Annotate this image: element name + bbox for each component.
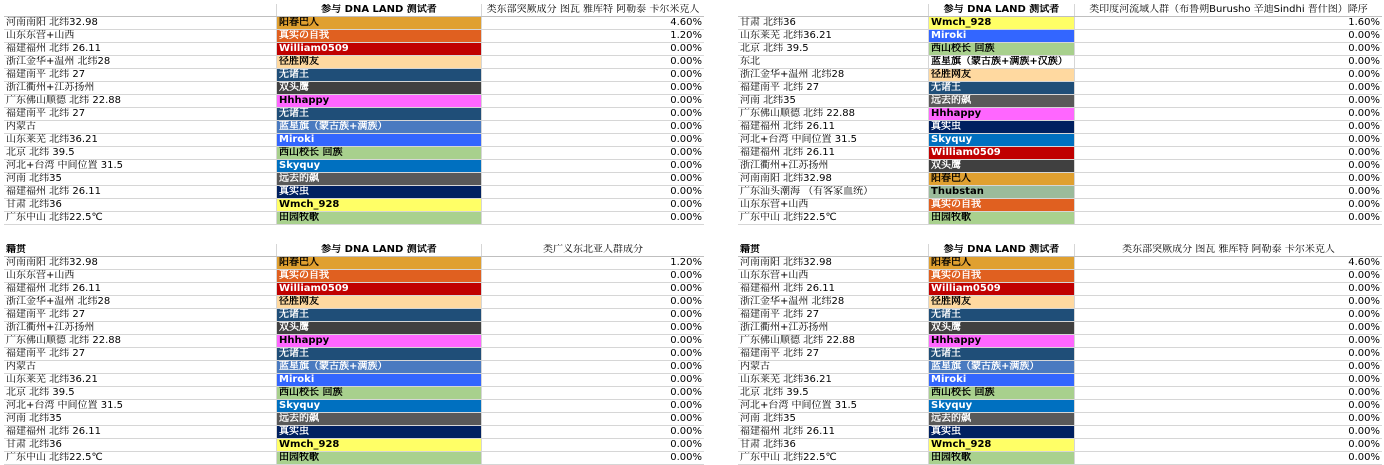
origin-cell[interactable]: 山东莱芜 北纬36.21 — [738, 30, 929, 42]
tester-cell[interactable]: Hhhappy — [929, 108, 1075, 120]
origin-cell[interactable]: 河北+台湾 中间位置 31.5 — [4, 160, 277, 172]
table-row — [4, 335, 704, 348]
origin-cell[interactable]: 内蒙古 — [4, 121, 277, 133]
tester-cell[interactable]: 阳春巴人 — [277, 17, 482, 29]
value-cell[interactable]: 0.00% — [1348, 283, 1380, 294]
origin-cell[interactable]: 福建南平 北纬 27 — [4, 348, 277, 360]
tester-cell[interactable]: 双头鹰 — [277, 82, 482, 94]
table-row — [4, 309, 704, 322]
tester-cell[interactable]: 无诸王 — [277, 309, 482, 321]
table-row — [738, 283, 1382, 296]
origin-cell[interactable]: 福建南平 北纬 27 — [4, 69, 277, 81]
header-cell-c2[interactable]: 参与 DNA LAND 测试者 — [929, 244, 1075, 256]
value-cell[interactable]: 0.00% — [1348, 426, 1380, 437]
table-panel-top-left — [4, 4, 704, 225]
table-row — [738, 387, 1382, 400]
origin-cell[interactable]: 福建福州 北纬 26.11 — [4, 426, 277, 438]
value-cell[interactable]: 0.00% — [670, 212, 702, 223]
value-cell[interactable]: 0.00% — [670, 134, 702, 145]
value-cell[interactable]: 0.00% — [1348, 335, 1380, 346]
tester-cell[interactable]: 阳春巴人 — [929, 173, 1075, 185]
tester-cell[interactable]: 远去的飙 — [277, 173, 482, 185]
table-row — [4, 147, 704, 160]
value-cell[interactable]: 0.00% — [670, 121, 702, 132]
value-cell[interactable]: 0.00% — [1348, 348, 1380, 359]
origin-cell[interactable]: 内蒙古 — [4, 361, 277, 373]
value-cell[interactable]: 0.00% — [1348, 309, 1380, 320]
header-row — [738, 244, 1382, 257]
table-panel-top-right — [738, 4, 1382, 225]
origin-cell[interactable]: 河南南阳 北纬32.98 — [4, 17, 277, 29]
table-row — [4, 199, 704, 212]
tester-cell[interactable]: Miroki — [929, 374, 1075, 386]
header-cell-c3[interactable]: 类广义东北亚人群成分 — [543, 244, 643, 255]
tester-cell[interactable]: 径胜网友 — [929, 69, 1075, 81]
tester-cell[interactable]: 西山校长 回族 — [277, 147, 482, 159]
header-cell-c3[interactable]: 类东部突厥成分 图瓦 雅库特 阿勒泰 卡尔米克人 — [1122, 244, 1335, 255]
value-cell[interactable]: 0.00% — [670, 108, 702, 119]
table-row — [738, 82, 1382, 95]
table-row — [4, 69, 704, 82]
origin-cell[interactable]: 广东佛山顺德 北纬 22.88 — [4, 335, 277, 347]
value-cell[interactable]: 0.00% — [670, 335, 702, 346]
value-cell[interactable]: 0.00% — [1348, 199, 1380, 210]
origin-cell[interactable]: 河北+台湾 中间位置 31.5 — [738, 400, 929, 412]
value-cell[interactable]: 1.20% — [670, 257, 702, 268]
origin-cell[interactable]: 甘肃 北纬36 — [738, 17, 929, 29]
table-row — [738, 322, 1382, 335]
table-row — [4, 56, 704, 69]
value-cell[interactable]: 0.00% — [670, 439, 702, 450]
table-row — [4, 387, 704, 400]
value-cell[interactable]: 0.00% — [670, 374, 702, 385]
table-row — [4, 108, 704, 121]
table-row — [738, 56, 1382, 69]
origin-cell[interactable]: 河南 北纬35 — [738, 413, 929, 425]
tester-cell[interactable]: 真实の自我 — [929, 199, 1075, 211]
tester-cell[interactable]: William0509 — [929, 147, 1075, 159]
tester-cell[interactable]: 真实虫 — [929, 121, 1075, 133]
value-cell[interactable]: 0.00% — [1348, 452, 1380, 463]
origin-cell[interactable]: 河北+台湾 中间位置 31.5 — [4, 400, 277, 412]
table-row — [738, 30, 1382, 43]
table-row — [4, 160, 704, 173]
origin-cell[interactable]: 东北 — [738, 56, 929, 68]
origin-cell[interactable]: 北京 北纬 39.5 — [4, 387, 277, 399]
tester-cell[interactable]: 无诸王 — [277, 348, 482, 360]
tester-cell[interactable]: 双头鹰 — [929, 322, 1075, 334]
header-cell-c2[interactable]: 参与 DNA LAND 测试者 — [277, 4, 482, 16]
table-row — [738, 69, 1382, 82]
value-cell[interactable]: 0.00% — [670, 186, 702, 197]
value-cell[interactable]: 1.60% — [1348, 17, 1380, 28]
value-cell[interactable]: 0.00% — [1348, 43, 1380, 54]
origin-cell[interactable]: 福建南平 北纬 27 — [4, 309, 277, 321]
tester-cell[interactable]: 西山校长 回族 — [929, 43, 1075, 55]
value-cell[interactable]: 0.00% — [1348, 212, 1380, 223]
table-row — [738, 108, 1382, 121]
table-row — [4, 186, 704, 199]
value-cell[interactable]: 0.00% — [670, 413, 702, 424]
tester-cell[interactable]: Hhhappy — [929, 335, 1075, 347]
table-row — [738, 348, 1382, 361]
tester-cell[interactable]: 无诸王 — [929, 309, 1075, 321]
origin-cell[interactable]: 福建福州 北纬 26.11 — [738, 426, 929, 438]
value-cell[interactable]: 0.00% — [670, 147, 702, 158]
tester-cell[interactable]: Miroki — [929, 30, 1075, 42]
table-row — [4, 400, 704, 413]
value-cell[interactable]: 0.00% — [670, 173, 702, 184]
table-row — [4, 348, 704, 361]
tester-cell[interactable]: 田园牧歌 — [277, 452, 482, 464]
origin-cell[interactable]: 浙江衢州+江苏扬州 — [738, 322, 929, 334]
tester-cell[interactable]: William0509 — [929, 283, 1075, 295]
origin-cell[interactable]: 福建福州 北纬 26.11 — [4, 43, 277, 55]
table-row — [4, 413, 704, 426]
table-row — [738, 160, 1382, 173]
value-cell[interactable]: 1.20% — [670, 30, 702, 41]
origin-cell[interactable]: 福建南平 北纬 27 — [738, 348, 929, 360]
table-row — [4, 452, 704, 465]
origin-cell[interactable]: 广东中山 北纬22.5℃ — [4, 212, 277, 224]
origin-cell[interactable]: 北京 北纬 39.5 — [738, 43, 929, 55]
table-row — [738, 400, 1382, 413]
table-row — [738, 361, 1382, 374]
tester-cell[interactable]: 无诸王 — [929, 348, 1075, 360]
header-row — [4, 244, 704, 257]
value-cell[interactable]: 0.00% — [670, 270, 702, 281]
table-row — [4, 322, 704, 335]
table-row — [738, 257, 1382, 270]
origin-cell[interactable]: 河北+台湾 中间位置 31.5 — [738, 134, 929, 146]
header-cell-c1[interactable] — [738, 4, 929, 16]
value-cell[interactable]: 0.00% — [1348, 361, 1380, 372]
origin-cell[interactable]: 浙江金华+温州 北纬28 — [738, 296, 929, 308]
table-row — [4, 257, 704, 270]
value-cell[interactable]: 0.00% — [1348, 400, 1380, 411]
tester-cell[interactable]: 双头鹰 — [929, 160, 1075, 172]
tester-cell[interactable]: 双头鹰 — [277, 322, 482, 334]
tester-cell[interactable]: 无诸王 — [277, 108, 482, 120]
tester-cell[interactable]: 远去的飙 — [277, 413, 482, 425]
tester-cell[interactable]: 径胜网友 — [277, 296, 482, 308]
tester-cell[interactable]: Wmch_928 — [929, 17, 1075, 29]
value-cell[interactable]: 0.00% — [1348, 108, 1380, 119]
tester-cell[interactable]: Skyquy — [277, 160, 482, 172]
origin-cell[interactable]: 河南南阳 北纬32.98 — [738, 173, 929, 185]
value-cell[interactable]: 4.60% — [1348, 257, 1380, 268]
origin-cell[interactable]: 福建福州 北纬 26.11 — [738, 283, 929, 295]
value-cell[interactable]: 0.00% — [1348, 30, 1380, 41]
origin-cell[interactable]: 内蒙古 — [738, 361, 929, 373]
origin-cell[interactable]: 山东莱芜 北纬36.21 — [4, 134, 277, 146]
header-cell-c3[interactable]: 类东部突厥成分 图瓦 雅库特 阿勒泰 卡尔米克人 — [486, 4, 700, 15]
value-cell[interactable]: 0.00% — [670, 56, 702, 67]
origin-cell[interactable]: 浙江金华+温州 北纬28 — [738, 69, 929, 81]
table-row — [4, 374, 704, 387]
value-cell[interactable]: 0.00% — [1348, 296, 1380, 307]
table-row — [4, 43, 704, 56]
header-cell-c2[interactable]: 参与 DNA LAND 测试者 — [277, 244, 482, 256]
header-cell-c1[interactable] — [4, 4, 277, 16]
value-cell[interactable]: 0.00% — [670, 283, 702, 294]
value-cell[interactable]: 0.00% — [1348, 374, 1380, 385]
tester-cell[interactable]: 真实虫 — [929, 426, 1075, 438]
origin-cell[interactable]: 山东东营+山西 — [738, 199, 929, 211]
value-cell[interactable]: 0.00% — [1348, 82, 1380, 93]
value-cell[interactable]: 0.00% — [1348, 270, 1380, 281]
table-row — [738, 335, 1382, 348]
header-row — [738, 4, 1382, 17]
table-row — [738, 439, 1382, 452]
table-row — [4, 361, 704, 374]
tester-cell[interactable]: Miroki — [277, 374, 482, 386]
table-row — [738, 43, 1382, 56]
header-cell-c1[interactable]: 籍贯 — [738, 244, 929, 256]
origin-cell[interactable]: 福建福州 北纬 26.11 — [4, 186, 277, 198]
tester-cell[interactable]: William0509 — [277, 283, 482, 295]
value-cell[interactable]: 0.00% — [670, 387, 702, 398]
tester-cell[interactable]: 蓝星旗（蒙古族+满族） — [277, 361, 482, 373]
value-cell[interactable]: 0.00% — [1348, 69, 1380, 80]
table-row — [4, 283, 704, 296]
table-row — [4, 95, 704, 108]
value-cell[interactable]: 0.00% — [1348, 439, 1380, 450]
tester-cell[interactable]: Skyquy — [929, 400, 1075, 412]
table-row — [4, 439, 704, 452]
value-cell[interactable]: 0.00% — [670, 160, 702, 171]
tester-cell[interactable]: 真实虫 — [277, 186, 482, 198]
origin-cell[interactable]: 甘肃 北纬36 — [4, 439, 277, 451]
table-row — [738, 134, 1382, 147]
origin-cell[interactable]: 北京 北纬 39.5 — [738, 387, 929, 399]
tester-cell[interactable]: 无诸王 — [929, 82, 1075, 94]
value-cell[interactable]: 0.00% — [670, 322, 702, 333]
origin-cell[interactable]: 浙江衢州+江苏扬州 — [738, 160, 929, 172]
table-row — [4, 212, 704, 225]
table-row — [738, 121, 1382, 134]
origin-cell[interactable]: 福建福州 北纬 26.11 — [4, 283, 277, 295]
table-row — [738, 147, 1382, 160]
origin-cell[interactable]: 山东莱芜 北纬36.21 — [4, 374, 277, 386]
value-cell[interactable]: 4.60% — [670, 17, 702, 28]
table-row — [738, 199, 1382, 212]
tester-cell[interactable]: Hhhappy — [277, 335, 482, 347]
tester-cell[interactable]: 西山校长 回族 — [277, 387, 482, 399]
origin-cell[interactable]: 广东汕头潮海 （有客家血统） — [738, 186, 929, 198]
origin-cell[interactable]: 河南南阳 北纬32.98 — [4, 257, 277, 269]
tester-cell[interactable]: 远去的飙 — [929, 95, 1075, 107]
value-cell[interactable]: 0.00% — [670, 43, 702, 54]
value-cell[interactable]: 0.00% — [1348, 160, 1380, 171]
origin-cell[interactable]: 广东中山 北纬22.5℃ — [738, 212, 929, 224]
tester-cell[interactable]: 田园牧歌 — [929, 212, 1075, 224]
table-panel-bottom-left — [4, 244, 704, 465]
tester-cell[interactable]: 蓝星旗（蒙古族+满族） — [929, 361, 1075, 373]
header-cell-c3[interactable]: 类印度河流域人群（布鲁朔Burusho 辛迪Sindhi 普什图）降序 — [1089, 4, 1368, 15]
table-row — [738, 95, 1382, 108]
value-cell[interactable]: 0.00% — [670, 452, 702, 463]
value-cell[interactable]: 0.00% — [670, 95, 702, 106]
origin-cell[interactable]: 福建南平 北纬 27 — [738, 82, 929, 94]
origin-cell[interactable]: 甘肃 北纬36 — [738, 439, 929, 451]
value-cell[interactable]: 0.00% — [1348, 322, 1380, 333]
table-row — [738, 309, 1382, 322]
table-row — [738, 270, 1382, 283]
tester-cell[interactable]: 远去的飙 — [929, 413, 1075, 425]
tester-cell[interactable]: 蓝星旗（蒙古族+满族） — [277, 121, 482, 133]
tester-cell[interactable]: 蓝星旗（蒙古族+满族+汉族） — [929, 56, 1075, 68]
origin-cell[interactable]: 广东中山 北纬22.5℃ — [738, 452, 929, 464]
table-row — [4, 121, 704, 134]
header-cell-c1[interactable]: 籍贯 — [4, 244, 277, 256]
tester-cell[interactable]: 径胜网友 — [277, 56, 482, 68]
tester-cell[interactable]: Thubstan — [929, 186, 1075, 198]
table-row — [4, 270, 704, 283]
origin-cell[interactable]: 广东佛山顺德 北纬 22.88 — [4, 95, 277, 107]
table-row — [4, 173, 704, 186]
origin-cell[interactable]: 福建福州 北纬 26.11 — [738, 121, 929, 133]
table-row — [738, 426, 1382, 439]
origin-cell[interactable]: 福建南平 北纬 27 — [4, 108, 277, 120]
origin-cell[interactable]: 浙江衢州+江苏扬州 — [4, 82, 277, 94]
tester-cell[interactable]: 田园牧歌 — [277, 212, 482, 224]
value-cell[interactable]: 0.00% — [670, 296, 702, 307]
origin-cell[interactable]: 山东莱芜 北纬36.21 — [738, 374, 929, 386]
tester-cell[interactable]: 真实の自我 — [929, 270, 1075, 282]
table-row — [4, 296, 704, 309]
table-row — [738, 173, 1382, 186]
tester-cell[interactable]: Wmch_928 — [929, 439, 1075, 451]
value-cell[interactable]: 0.00% — [1348, 134, 1380, 145]
origin-cell[interactable]: 福建福州 北纬 26.11 — [738, 147, 929, 159]
origin-cell[interactable]: 浙江衢州+江苏扬州 — [4, 322, 277, 334]
header-cell-c2[interactable]: 参与 DNA LAND 测试者 — [929, 4, 1075, 16]
table-row — [4, 134, 704, 147]
table-row — [738, 212, 1382, 225]
value-cell[interactable]: 0.00% — [670, 82, 702, 93]
origin-cell[interactable]: 北京 北纬 39.5 — [4, 147, 277, 159]
table-row — [738, 17, 1382, 30]
tester-cell[interactable]: Hhhappy — [277, 95, 482, 107]
origin-cell[interactable]: 河南 北纬35 — [4, 173, 277, 185]
origin-cell[interactable]: 山东东营+山西 — [4, 270, 277, 282]
tester-cell[interactable]: 真实の自我 — [277, 270, 482, 282]
origin-cell[interactable]: 广东中山 北纬22.5℃ — [4, 452, 277, 464]
tester-cell[interactable]: William0509 — [277, 43, 482, 55]
value-cell[interactable]: 0.00% — [670, 348, 702, 359]
tester-cell[interactable]: 真实の自我 — [277, 30, 482, 42]
value-cell[interactable]: 0.00% — [1348, 56, 1380, 67]
tester-cell[interactable]: 西山校长 回族 — [929, 387, 1075, 399]
tester-cell[interactable]: 无诸王 — [277, 69, 482, 81]
value-cell[interactable]: 0.00% — [670, 199, 702, 210]
tester-cell[interactable]: 真实虫 — [277, 426, 482, 438]
tester-cell[interactable]: 田园牧歌 — [929, 452, 1075, 464]
value-cell[interactable]: 0.00% — [1348, 387, 1380, 398]
value-cell[interactable]: 0.00% — [1348, 121, 1380, 132]
value-cell[interactable]: 0.00% — [1348, 413, 1380, 424]
origin-cell[interactable]: 福建南平 北纬 27 — [738, 309, 929, 321]
table-row — [738, 186, 1382, 199]
table-panel-bottom-right — [738, 244, 1382, 465]
origin-cell[interactable]: 浙江金华+温州 北纬28 — [4, 56, 277, 68]
table-row — [4, 426, 704, 439]
table-row — [4, 82, 704, 95]
value-cell[interactable]: 0.00% — [1348, 147, 1380, 158]
tester-cell[interactable]: 阳春巴人 — [929, 257, 1075, 269]
value-cell[interactable]: 0.00% — [670, 69, 702, 80]
value-cell[interactable]: 0.00% — [670, 400, 702, 411]
tester-cell[interactable]: Skyquy — [277, 400, 482, 412]
origin-cell[interactable]: 浙江金华+温州 北纬28 — [4, 296, 277, 308]
origin-cell[interactable]: 广东佛山顺德 北纬 22.88 — [738, 335, 929, 347]
table-row — [738, 374, 1382, 387]
table-row — [738, 452, 1382, 465]
origin-cell[interactable]: 甘肃 北纬36 — [4, 199, 277, 211]
origin-cell[interactable]: 广东佛山顺德 北纬 22.88 — [738, 108, 929, 120]
tester-cell[interactable]: Miroki — [277, 134, 482, 146]
origin-cell[interactable]: 河南 北纬35 — [738, 95, 929, 107]
tester-cell[interactable]: Wmch_928 — [277, 439, 482, 451]
tester-cell[interactable]: Skyquy — [929, 134, 1075, 146]
origin-cell[interactable]: 山东东营+山西 — [4, 30, 277, 42]
origin-cell[interactable]: 山东东营+山西 — [738, 270, 929, 282]
value-cell[interactable]: 0.00% — [670, 309, 702, 320]
table-row — [4, 17, 704, 30]
table-row — [4, 30, 704, 43]
header-row — [4, 4, 704, 17]
tester-cell[interactable]: 阳春巴人 — [277, 257, 482, 269]
tester-cell[interactable]: Wmch_928 — [277, 199, 482, 211]
origin-cell[interactable]: 河南 北纬35 — [4, 413, 277, 425]
value-cell[interactable]: 0.00% — [670, 361, 702, 372]
table-row — [738, 296, 1382, 309]
value-cell[interactable]: 0.00% — [1348, 95, 1380, 106]
value-cell[interactable]: 0.00% — [1348, 186, 1380, 197]
value-cell[interactable]: 0.00% — [1348, 173, 1380, 184]
value-cell[interactable]: 0.00% — [670, 426, 702, 437]
tester-cell[interactable]: 径胜网友 — [929, 296, 1075, 308]
table-row — [738, 413, 1382, 426]
origin-cell[interactable]: 河南南阳 北纬32.98 — [738, 257, 929, 269]
